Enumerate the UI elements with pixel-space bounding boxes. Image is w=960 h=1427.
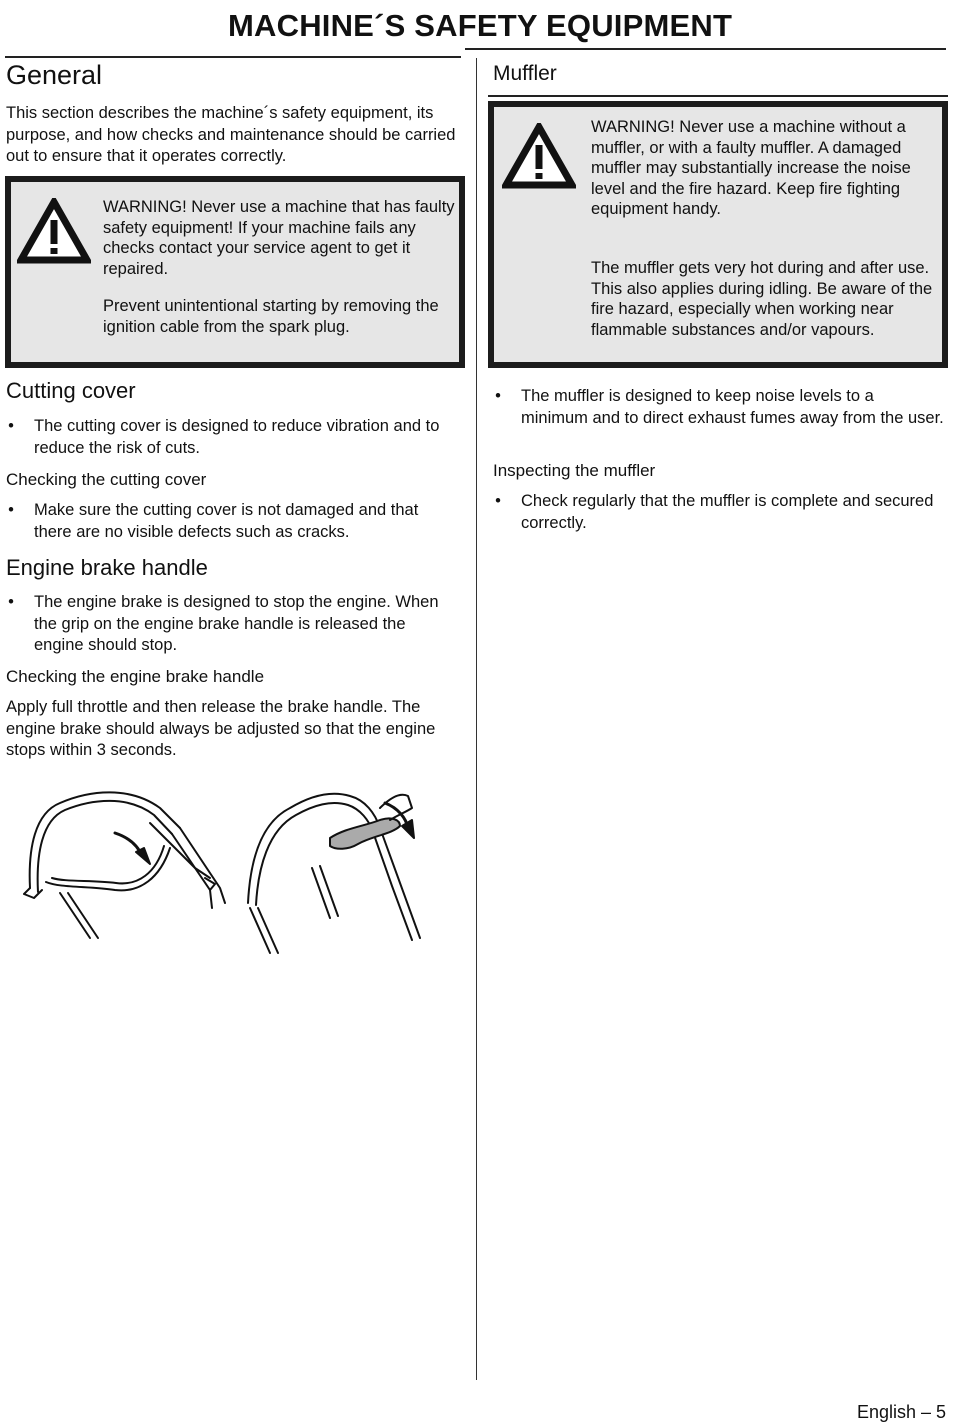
muffler-heading: Muffler [493, 62, 557, 85]
checking-engine-brake-heading: Checking the engine brake handle [6, 667, 265, 686]
list-item: • The muffler is designed to keep noise levels to a minimum and to direct exhaust fumes away from the user. [495, 387, 944, 427]
general-heading: General [6, 60, 103, 90]
warning-triangle-icon [502, 123, 576, 191]
inspecting-muffler-list [493, 491, 945, 534]
general-warning-spark: Prevent unintentional starting by removing the ignition cable from the spark plug. [103, 297, 439, 336]
general-rule [5, 56, 461, 58]
muffler-warning-text: WARNING! Never use a machine without a muffler, or with a faulty muffler. A damaged muffler may substantially increase the noise level and the fire hazard. Keep fire fighting equipment handy. [591, 118, 911, 218]
muffler-warning-heat: The muffler gets very hot during and after use. This also applies during idling. Be aware of the fire hazard, especially when working near flammable substances and/or vapours. [591, 259, 933, 339]
engine-brake-heading: Engine brake handle [6, 555, 208, 580]
page-footer: English – 5 [856, 1402, 946, 1422]
engine-brake-list [6, 592, 458, 657]
list-item: • Check regularly that the muffler is complete and secured correctly. [495, 492, 934, 532]
column-divider [476, 58, 477, 1380]
inspecting-muffler-heading: Inspecting the muffler [493, 461, 656, 480]
list-item: • The cutting cover is designed to reduce vibration and to reduce the risk of cuts. [8, 417, 440, 457]
muffler-rule [488, 95, 948, 97]
general-intro: This section describes the machine´s safety equipment, its purpose, and how checks and maintenance should be carried out to ensure that it operates correctly. [6, 104, 456, 165]
list-item: • Make sure the cutting cover is not damaged and that there are no visible defects such as cracks. [8, 501, 419, 541]
engine-brake-illustration [20, 768, 460, 960]
warning-triangle-icon [17, 198, 91, 266]
general-warning-box [5, 176, 465, 368]
general-warning-text: WARNING! Never use a machine that has faulty safety equipment! If your machine fails any checks contact your service agent to get it repaired. [103, 198, 455, 278]
checking-cutting-cover-heading: Checking the cutting cover [6, 470, 207, 489]
cutting-cover-heading: Cutting cover [6, 378, 136, 403]
checking-cutting-cover-list [6, 500, 458, 543]
cutting-cover-list [6, 416, 458, 459]
title-rule [465, 48, 946, 50]
list-item: • The engine brake is designed to stop the engine. When the grip on the engine brake handle is released the engine should stop. [8, 593, 439, 654]
page-title: MACHINE´S SAFETY EQUIPMENT [228, 8, 733, 43]
muffler-list [493, 386, 945, 429]
muffler-warning-box [488, 101, 948, 368]
checking-engine-brake-text: Apply full throttle and then release the brake handle. The engine brake should always be adjusted so that the engine stops within 3 seconds. [6, 698, 436, 759]
